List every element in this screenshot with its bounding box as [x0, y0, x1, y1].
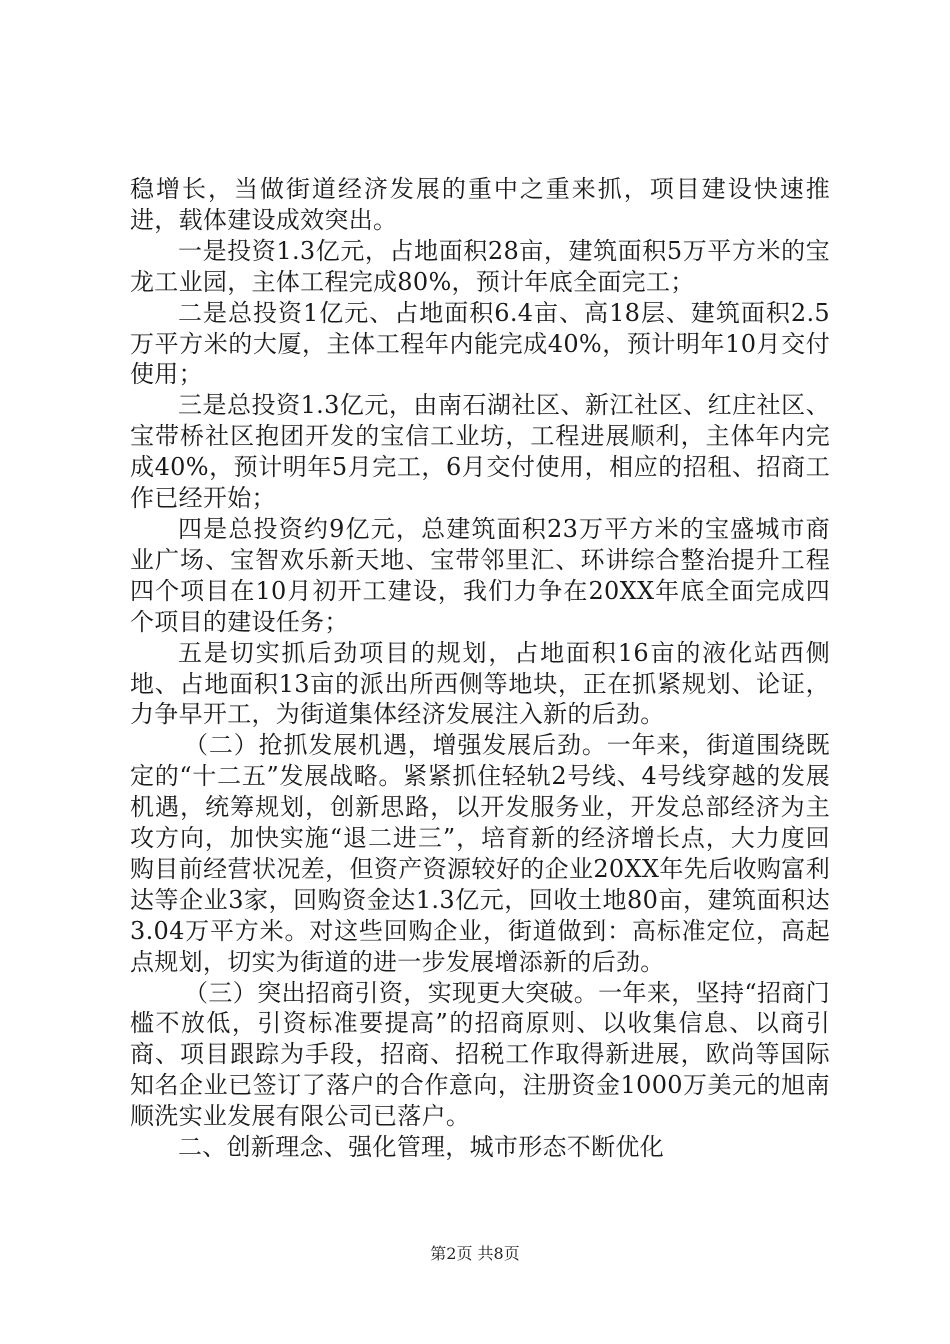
paragraph-item-3: 三是总投资1.3亿元，由南石湖社区、新江社区、红庄社区、宝带桥社区抱团开发的宝信工业坊，工程进展顺利，主体年内完成40%，预计明年5月完工，6月交付使用，相应的招租、招商工作已经开始； [130, 391, 830, 513]
page-number-footer: 第2页 共8页 [430, 1244, 520, 1263]
section-heading: 二、创新理念、强化管理，城市形态不断优化 [178, 1133, 664, 1162]
paragraph-section-3: （三）突出招商引资，实现更大突破。一年来，坚持“招商门槛不放低，引资标准要提高”的招商原则、以收集信息、以商引商、项目跟踪为手段，招商、招税工作取得新进展，欧尚等国际知名企业已签订了落户的合作意向，注册资金1000万美元的旭南顺洗实业发展有限公司已落户。 [130, 978, 830, 1131]
paragraph-continuation: 稳增长，当做街道经济发展的重中之重来抓，项目建设快速推进，载体建设成效突出。 [130, 175, 830, 234]
paragraph-section-2: （二）抢抓发展机遇，增强发展后劲。一年来，街道围绕既定的“十二五”发展战略。紧紧抓住轻轨2号线、4号线穿越的发展机遇，统筹规划，创新思路，以开发服务业，开发总部经济为主攻方向，加快实施“退二进三”，培育新的经济增长点，大力度回购目前经营状况差，但资产资源较好的企业20XX年先后收购富利达等企业3家，回购资金达1.3亿元，回收土地80亩，建筑面积达3.04万平方米。对这些回购企业，街道做到：高标准定位，高起点规划，切实为街道的进一步发展增添新的后劲。 [130, 731, 830, 976]
document-body [130, 174, 830, 1163]
paragraph-item-2: 二是总投资1亿元、占地面积6.4亩、高18层、建筑面积2.5万平方米的大厦，主体工程年内能完成40%，预计明年10月交付使用； [130, 298, 830, 389]
paragraph-item-5: 五是切实抓后劲项目的规划，占地面积16亩的液化站西侧地、占地面积13亩的派出所西侧等地块，正在抓紧规划、论证，力争早开工，为街道集体经济发展注入新的后劲。 [130, 638, 830, 729]
paragraph-item-1: 一是投资1.3亿元，占地面积28亩，建筑面积5万平方米的宝龙工业园，主体工程完成80%，预计年底全面完工； [130, 236, 830, 296]
paragraph-item-4: 四是总投资约9亿元，总建筑面积23万平方米的宝盛城市商业广场、宝智欢乐新天地、宝带邻里汇、环讲综合整治提升工程四个项目在10月初开工建设，我们力争在20XX年底全面完成四个项目的建设任务； [130, 514, 830, 636]
